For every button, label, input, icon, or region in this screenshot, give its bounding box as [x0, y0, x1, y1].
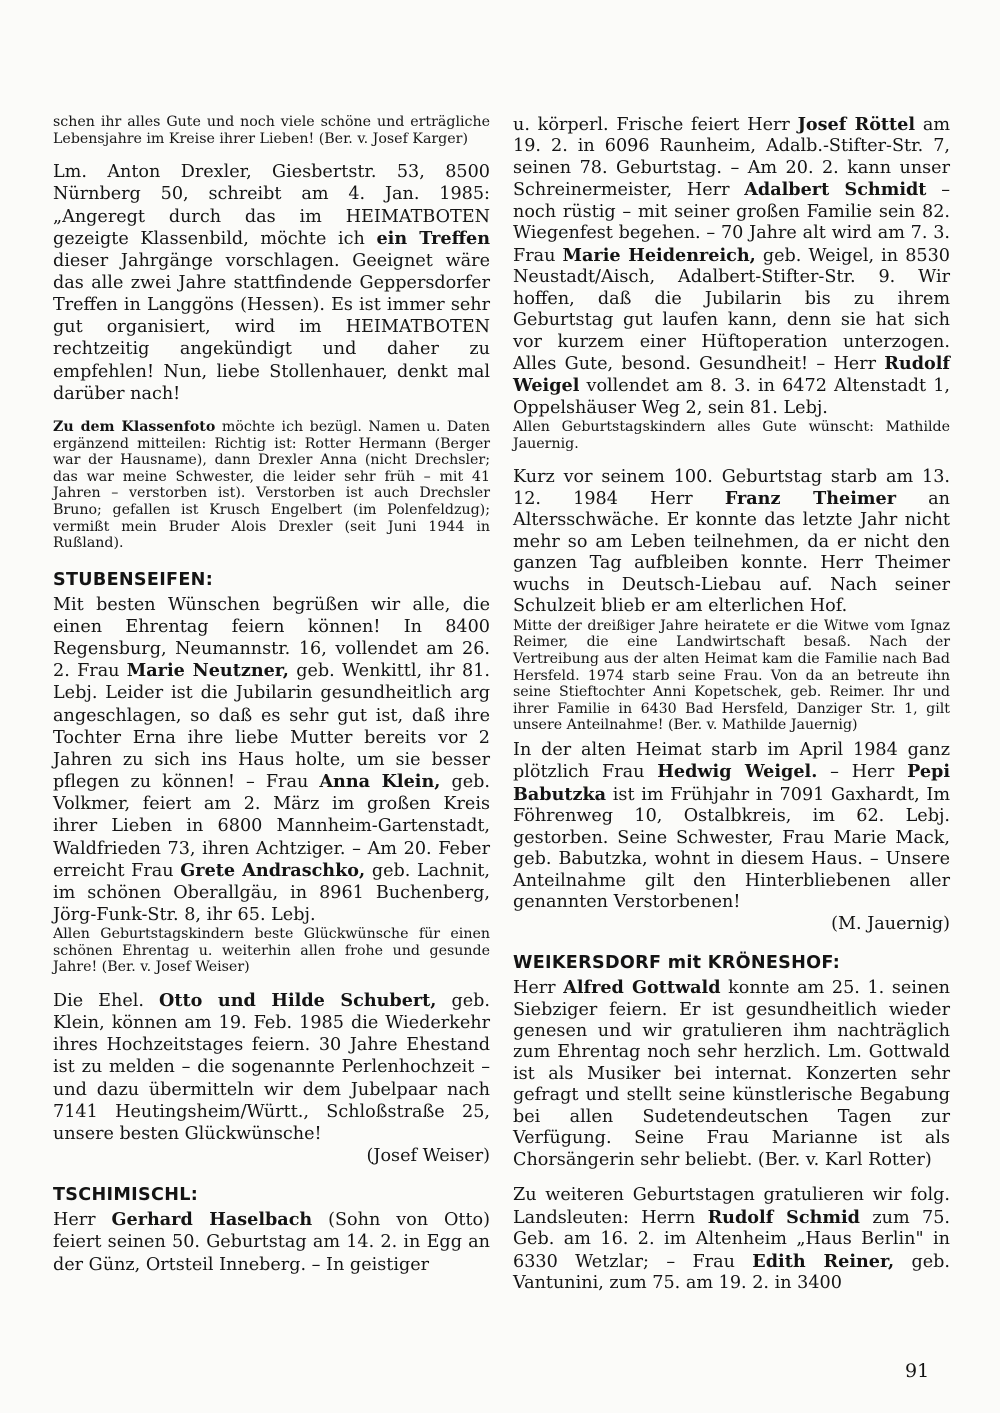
text: konnte am 25. 1. seinen Siebziger feiern. Er ist gesundheitlich wieder genesen und wir gratulieren ihm nachträglich zum Ehrentag noch sehr herzlich. Lm. Gottwald ist als Musiker bei internat. Konzerten sehr gefragt und stellt seine künstlerische Begabung bei allen Sudetendeutschen Tagen zur Verfügung. Seine Frau Marianne ist als Chorsängerin sehr beliebt. (Ber. v. Karl Rotter)	[513, 978, 950, 1170]
paragraph-drexler-letter	[53, 161, 490, 405]
bold-text: Edith Reiner,	[752, 1250, 895, 1272]
signature: (Josef Weiser)	[366, 1146, 490, 1167]
text: Zu weiteren Geburtstagen gratulieren wir folg. Landsleuten: Herrn	[513, 1185, 950, 1228]
bold-text: ein Treffen	[376, 227, 490, 249]
text: Kurz vor seinem 100. Geburtstag starb am 13. 12. 1984 Herr	[513, 466, 950, 510]
text: geb. Volkmer, feiert am 2. März im großen Kreis ihrer Lieben in 6800 Mannheim-Gartenstadt, Waldfrieden 73, ihren Achtziger. – Am 20. Feber erreicht Frau	[53, 772, 490, 881]
section-heading-weikersdorf: WEIKERSDORF mit KRÖNESHOF:	[513, 953, 841, 974]
text: – noch rüstig – mit seiner großen Familie sein 82. Wiegenfest begehen. – 70 Jahre alt wird am 7. 3. Frau	[513, 180, 951, 266]
text: Lm. Anton Drexler, Giesbertstr. 53, 8500 Nürnberg 50, schreibt am 4. Jan. 1985: „Angeregt durch das im HEIMATBOTEN gezeigte Klassenbild, möchte ich	[53, 162, 490, 249]
paragraph-theimer-family	[513, 618, 950, 734]
left-column	[53, 114, 490, 1290]
bold-text: Pepi Babutzka	[513, 761, 950, 805]
text: Allen Geburtstagskindern beste Glückwünsche für einen schönen Ehrentag u. weiterhin allen frohe und gesunde Jahre! (Ber. v. Josef Weiser)	[53, 926, 490, 976]
text: Die Ehel.	[53, 990, 160, 1011]
signature: (M. Jauernig)	[831, 913, 950, 934]
paragraph-roettel-birthdays	[513, 114, 950, 419]
bold-text: Anna Klein,	[319, 771, 441, 793]
text: vollendet am 8. 3. in 6472 Altenstadt 1, Oppelshäuser Weg 2, sein 81. Lebj.	[513, 376, 950, 418]
text: Herr	[513, 978, 564, 999]
text: (Sohn von Otto) feiert seinen 50. Geburtstag am 14. 2. in Egg an der Günz, Ortsteil Inneberg. – In geistiger	[53, 1210, 491, 1275]
text: Mit besten Wünschen begrüßen wir alle, die einen Ehrentag feiern können! In 8400 Regensburg, Neumannstr. 16, vollendet am 26. 2. Frau	[53, 594, 490, 682]
paragraph-klassenfoto	[53, 419, 490, 552]
text: am 19. 2. in 6096 Raunheim, Adalb.-Stifter-Str. 7, seinen 78. Geburtstag. – Am 20. 2. kann unser Schreinermeister, Herr	[513, 115, 951, 201]
bold-text: Rudolf Schmid	[707, 1206, 860, 1228]
bold-text: Franz Theimer	[724, 488, 896, 510]
text: geb. Weigel, in 8530 Neustadt/Aisch, Adalbert-Stifter-Str. 9. Wir hoffen, daß die Jubilarin bis zu ihrem Geburtstag gut laufen kann, denn sie hat sich vor kurzem einer Hüftoperation unterzogen. Alles Gute, besond. Gesundheit! – Herr	[513, 245, 950, 374]
text: In der alten Heimat starb im April 1984 ganz plötzlich Frau	[513, 740, 950, 783]
text: Allen Geburtstagskindern alles Gute wünscht: Mathilde Jauernig.	[513, 419, 950, 452]
paragraph-haselbach	[53, 1209, 490, 1275]
bold-text: Zu dem Klassenfoto	[53, 418, 216, 435]
bold-text: Rudolf Weigel	[513, 352, 950, 397]
text: schen ihr alles Gute und noch viele schöne und erträgliche Lebensjahre im Kreise ihrer Lieben! (Ber. v. Josef Karger)	[53, 114, 490, 147]
section-heading-stubenseifen: STUBENSEIFEN:	[53, 569, 214, 590]
section-heading-tschimischl: TSCHIMISCHL:	[53, 1185, 199, 1206]
bold-text: Hedwig Weigel.	[657, 761, 818, 783]
paragraph-schubert	[53, 990, 490, 1167]
right-column	[513, 114, 950, 1308]
text: u. körperl. Frische feiert Herr	[513, 115, 798, 135]
bold-text: Marie Heidenreich,	[562, 244, 756, 266]
paragraph-weiser-wishes	[53, 926, 490, 976]
page-number: 91	[905, 1360, 930, 1382]
bold-text: Josef Röttel	[797, 114, 916, 135]
paragraph-further-birthdays	[513, 1185, 950, 1294]
bold-text: Gerhard Haselbach	[111, 1209, 313, 1231]
paragraph-gottwald	[513, 977, 950, 1171]
text: geb. Klein, können am 19. Feb. 1985 die Wiederkehr ihres Hochzeitstages feiern. 30 Jahre Ehestand ist zu melden – die sogenannte Perlenhochzeit – und dazu übermitteln wir dem Jubelpaar nach 7141 Heutingsheim/Württ., Schloßstraße 25, unsere besten Glückwünsche!	[53, 990, 490, 1144]
text: ist im Frühjahr in 7091 Gaxhardt, Im Föhrenweg 10, Ostalbkreis, im 62. Lebj. gestorben. Seine Schwester, Frau Marie Mack, geb. Babutzka, wohnt in diesem Haus. – Unsere Anteilnahme gilt den Hinterbliebenen aller genannten Verstorbenen!	[513, 784, 950, 913]
text: dieser Jahrgänge vorschlagen. Geeignet wäre das alle zwei Jahre stattfindende Geppersdorfer Treffen in Langgöns (Hessen). Es ist immer sehr gut organisiert, wird im HEIMATBOTEN rechtzeitig angekündigt und daher zu empfehlen! Nun, liebe Stollenhauer, denkt mal darüber nach!	[53, 250, 490, 404]
text: an Altersschwäche. Er konnte das letzte Jahr nicht mehr so am Leben teilnehmen, da er nicht den ganzen Tag aufbleiben konnte. Herr Theimer wuchs in Deutsch-Liebau auf. Nach seiner Schulzeit blieb er am elterlichen Hof.	[513, 489, 950, 617]
paragraph-jauernig-wishes	[513, 419, 950, 452]
text: Herr	[53, 1210, 112, 1231]
bold-text: Marie Neutzner,	[126, 660, 289, 682]
text: zum 75. Geb. am 16. 2. im Altenheim „Haus Berlin" in 6330 Wetzlar; – Frau	[513, 1207, 950, 1272]
text: geb. Wenkittl, ihr 81. Lebj. Leider ist die Jubilarin gesundheitlich arg angeschlagen, so daß es sehr gut ist, daß ihre Tochter Erna ihre liebe Mutter bereits vor 2 Jahren zu sich ins Haus holte, um sie besser pflegen zu können! – Frau	[53, 661, 490, 793]
text: geb. Lachnit, im schönen Oberallgäu, in 8961 Buchenberg, Jörg-Funk-Str. 8, ihr 65. Lebj.	[53, 860, 490, 925]
text: – Herr	[817, 762, 908, 783]
bold-text: Otto und Hilde Schubert,	[159, 989, 437, 1011]
text: möchte ich bezügl. Namen u. Daten ergänzend mitteilen: Richtig ist: Rotter Hermann (Berger war der Hausname), dann Drexler Anna (nicht Drechsler; das war meine Schwester, die leider sehr früh – mit 41 Jahren – verstorben ist). Verstorben ist auch Drechsler Bruno; gefallen ist Krusch Engelbert (im Polenfeldzug); vermißt mein Bruder Alois Drexler (seit Juni 1944 in Rußland).	[53, 418, 490, 552]
paragraph-stubenseifen-birthdays	[53, 594, 490, 926]
bold-text: Alfred Gottwald	[563, 977, 721, 999]
text: Mitte der dreißiger Jahre heiratete er die Witwe vom Ignaz Reimer, die eine Landwirtschaft besaß. Nach der Vertreibung aus der alten Heimat kam die Familie nach Bad Hersfeld. 1974 starb seine Frau. Von da an betreute ihn seine Stieftochter Anni Kopetschek, geb. Reimer. Ihr und ihrer Familie in 6430 Bad Hersfeld, Danziger Str. 1, gilt unsere Anteilnahme! (Ber. v. Mathilde Jauernig)	[513, 617, 950, 734]
paragraph-weigel-babutzka	[513, 740, 950, 935]
bold-text: Adalbert Schmidt	[744, 179, 927, 201]
text: geb. Vantunini, zum 75. am 19. 2. in 3400	[513, 1251, 950, 1293]
paragraph-theimer	[513, 467, 950, 618]
paragraph-karger	[53, 114, 490, 147]
bold-text: Grete Andraschko,	[180, 859, 366, 881]
